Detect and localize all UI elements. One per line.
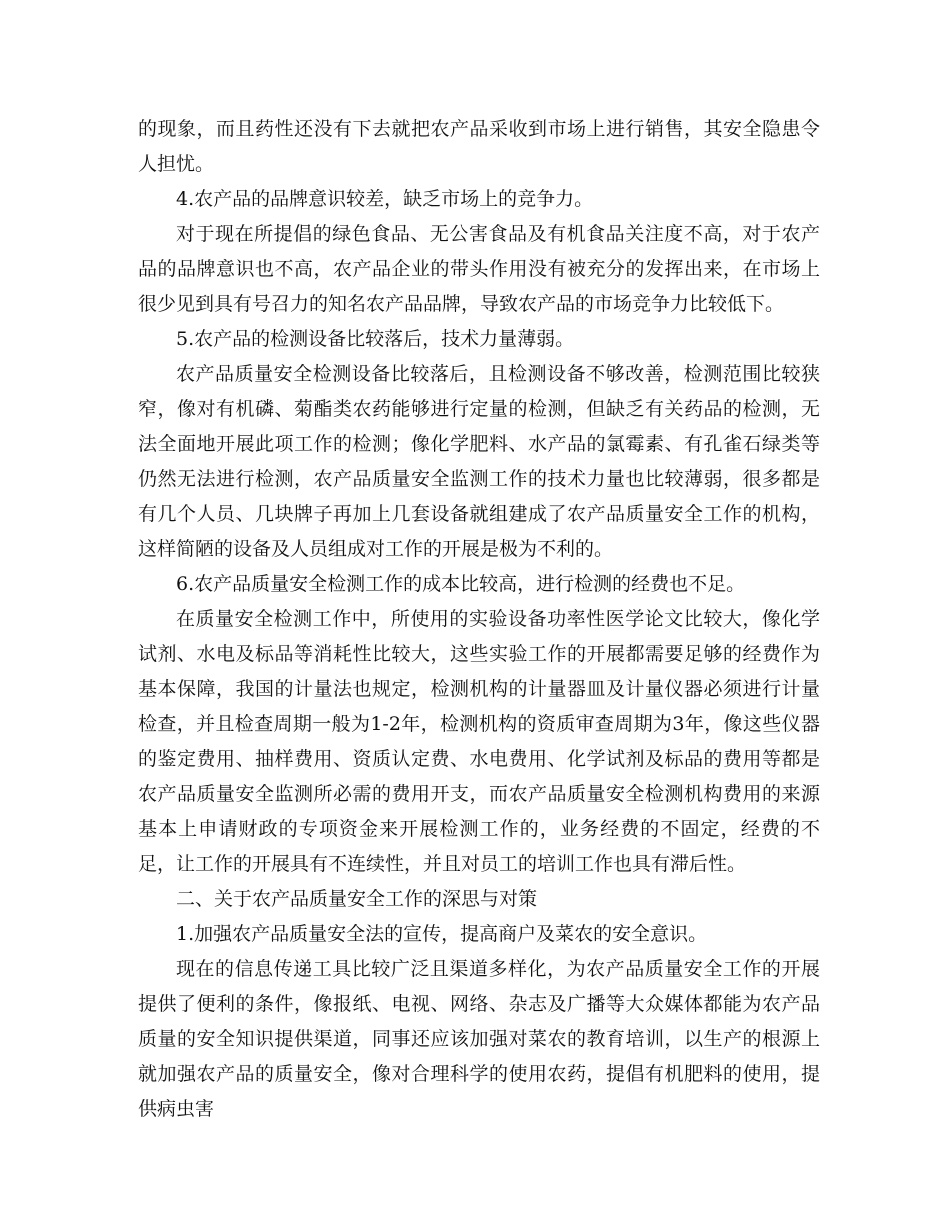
paragraph-continuation: 的现象，而且药性还没有下去就把农产品采收到市场上进行销售，其安全隐患令人担忧。 <box>138 118 820 175</box>
heading-4-brand-awareness: 4.农产品的品牌意识较差，缺乏市场上的竞争力。 <box>176 188 594 210</box>
document-body <box>138 112 820 1127</box>
heading-5-testing-equipment: 5.农产品的检测设备比较落后，技术力量薄弱。 <box>176 328 575 350</box>
paragraph-publicity: 现在的信息传递工具比较广泛且渠道多样化，为农产品质量安全工作的开展提供了便利的条件，像报纸、电视、网络、杂志及广播等大众媒体都能为农产品质量的安全知识提供渠道，同事还应该加强对菜农的教育培训，以生产的根源上就加强农产品的质量安全，像对合理科学的使用农药，提倡有机肥料的使用，提供病虫害 <box>138 958 820 1120</box>
section-heading-countermeasures: 二、关于农产品质量安全工作的深思与对策 <box>176 888 538 910</box>
heading-6-testing-cost: 6.农产品质量安全检测工作的成本比较高，进行检测的经费也不足。 <box>176 573 746 595</box>
paragraph-brand-awareness: 对于现在所提倡的绿色食品、无公害食品及有机食品关注度不高，对于农产品的品牌意识也不高，农产品企业的带头作用没有被充分的发挥出来，在市场上很少见到具有号召力的知名农产品品牌，导致农产品的市场竞争力比较低下。 <box>138 223 820 315</box>
heading-1-publicity: 1.加强农产品质量安全法的宣传，提高商户及菜农的安全意识。 <box>176 923 708 945</box>
paragraph-testing-equipment: 农产品质量安全检测设备比较落后，且检测设备不够改善，检测范围比较狭窄，像对有机磷、菊酯类农药能够进行定量的检测，但缺乏有关药品的检测，无法全面地开展此项工作的检测；像化学肥料、水产品的氯霉素、有孔雀石绿类等仍然无法进行检测，农产品质量安全监测工作的技术力量也比较薄弱，很多都是有几个人员、几块牌子再加上几套设备就组建成了农产品质量安全工作的机构，这样简陋的设备及人员组成对工作的开展是极为不利的。 <box>138 363 820 560</box>
paragraph-testing-cost: 在质量安全检测工作中，所使用的实验设备功率性医学论文比较大，像化学试剂、水电及标品等消耗性比较大，这些实验工作的开展都需要足够的经费作为基本保障，我国的计量法也规定，检测机构的计量器皿及计量仪器必须进行计量检查，并且检查周期一般为1-2年，检测机构的资质审查周期为3年，像这些仪器的鉴定费用、抽样费用、资质认定费、水电费用、化学试剂及标品的费用等都是农产品质量安全监测所必需的费用开支，而农产品质量安全检测机构费用的来源基本上申请财政的专项资金来开展检测工作的，业务经费的不固定，经费的不足，让工作的开展具有不连续性，并且对员工的培训工作也具有滞后性。 <box>138 608 820 875</box>
